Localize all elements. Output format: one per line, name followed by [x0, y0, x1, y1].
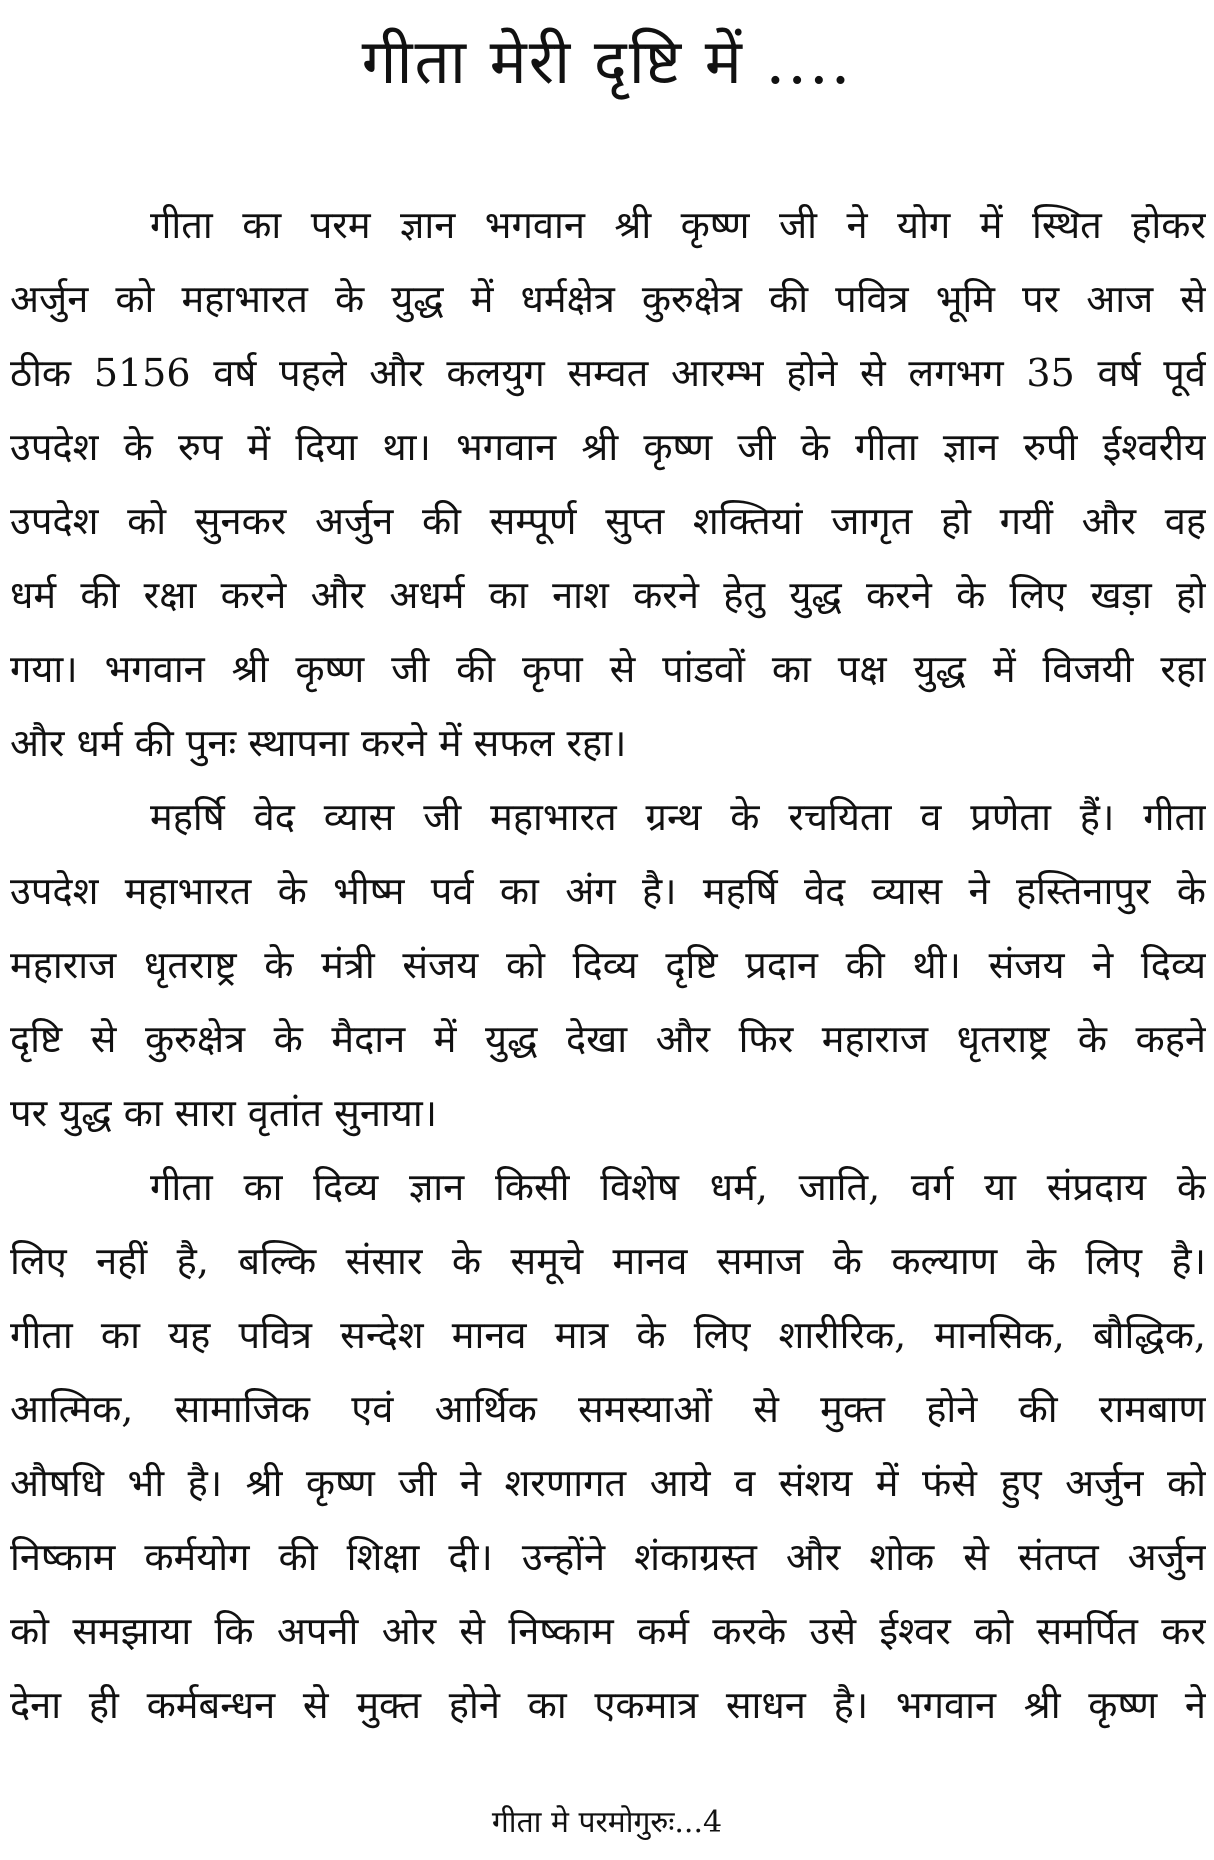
text-line: गीता का दिव्य ज्ञान किसी विशेष धर्म, जाति, वर्ग या संप्रदाय के: [150, 1165, 1206, 1209]
text-line: गीता का यह पवित्र सन्देश मानव मात्र के लिए शारीरिक, मानसिक, बौद्धिक,: [10, 1313, 1206, 1357]
text-line: आत्मिक, सामाजिक एवं आर्थिक समस्याओं से मुक्त होने की रामबाण: [10, 1387, 1206, 1431]
text-line: को समझाया कि अपनी ओर से निष्काम कर्म करके उसे ईश्वर को समर्पित कर: [10, 1609, 1206, 1653]
text-line: धर्म की रक्षा करने और अधर्म का नाश करने हेतु युद्ध करने के लिए खड़ा हो: [10, 573, 1206, 617]
text-line: दृष्टि से कुरुक्षेत्र के मैदान में युद्ध देखा और फिर महाराज धृतराष्ट्र के कहने: [10, 1017, 1206, 1061]
body-text: [10, 188, 1206, 1742]
text-line: लिए नहीं है, बल्कि संसार के समूचे मानव समाज के कल्याण के लिए है।: [10, 1239, 1206, 1283]
text-line: गया। भगवान श्री कृष्ण जी की कृपा से पांडवों का पक्ष युद्ध में विजयी रहा: [10, 647, 1206, 691]
text-line: और धर्म की पुनः स्थापना करने में सफल रहा।: [10, 721, 627, 765]
text-line: महर्षि वेद व्यास जी महाभारत ग्रन्थ के रचयिता व प्रणेता हैं। गीता: [150, 795, 1206, 839]
text-line: महाराज धृतराष्ट्र के मंत्री संजय को दिव्य दृष्टि प्रदान की थी। संजय ने दिव्य: [10, 943, 1206, 987]
text-line: उपदेश के रुप में दिया था। भगवान श्री कृष्ण जी के गीता ज्ञान रुपी ईश्वरीय: [10, 425, 1206, 469]
text-line: गीता का परम ज्ञान भगवान श्री कृष्ण जी ने योग में स्थित होकर: [150, 203, 1206, 247]
paragraph: [10, 780, 1206, 1150]
page-title: गीता मेरी दृष्टि में ....: [361, 25, 853, 98]
text-line: औषधि भी है। श्री कृष्ण जी ने शरणागत आये व संशय में फंसे हुए अर्जुन को: [10, 1461, 1206, 1505]
text-line: देना ही कर्मबन्धन से मुक्त होने का एकमात्र साधन है। भगवान श्री कृष्ण ने: [10, 1683, 1206, 1727]
text-line: ठीक 5156 वर्ष पहले और कलयुग सम्वत आरम्भ होने से लगभग 35 वर्ष पूर्व: [10, 351, 1206, 395]
text-line: पर युद्ध का सारा वृतांत सुनाया।: [10, 1091, 438, 1135]
paragraph: [10, 1150, 1206, 1742]
text-line: अर्जुन को महाभारत के युद्ध में धर्मक्षेत्र कुरुक्षेत्र की पवित्र भूमि पर आज से: [10, 277, 1206, 321]
text-line: उपदेश को सुनकर अर्जुन की सम्पूर्ण सुप्त शक्तियां जागृत हो गयीं और वह: [10, 499, 1206, 543]
text-line: उपदेश महाभारत के भीष्म पर्व का अंग है। महर्षि वेद व्यास ने हस्तिनापुर के: [10, 869, 1206, 913]
page-footer: गीता मे परमोगुरुः...4: [491, 1805, 723, 1840]
paragraph: [10, 188, 1206, 780]
text-line: निष्काम कर्मयोग की शिक्षा दी। उन्होंने शंकाग्रस्त और शोक से संतप्त अर्जुन: [10, 1535, 1206, 1579]
